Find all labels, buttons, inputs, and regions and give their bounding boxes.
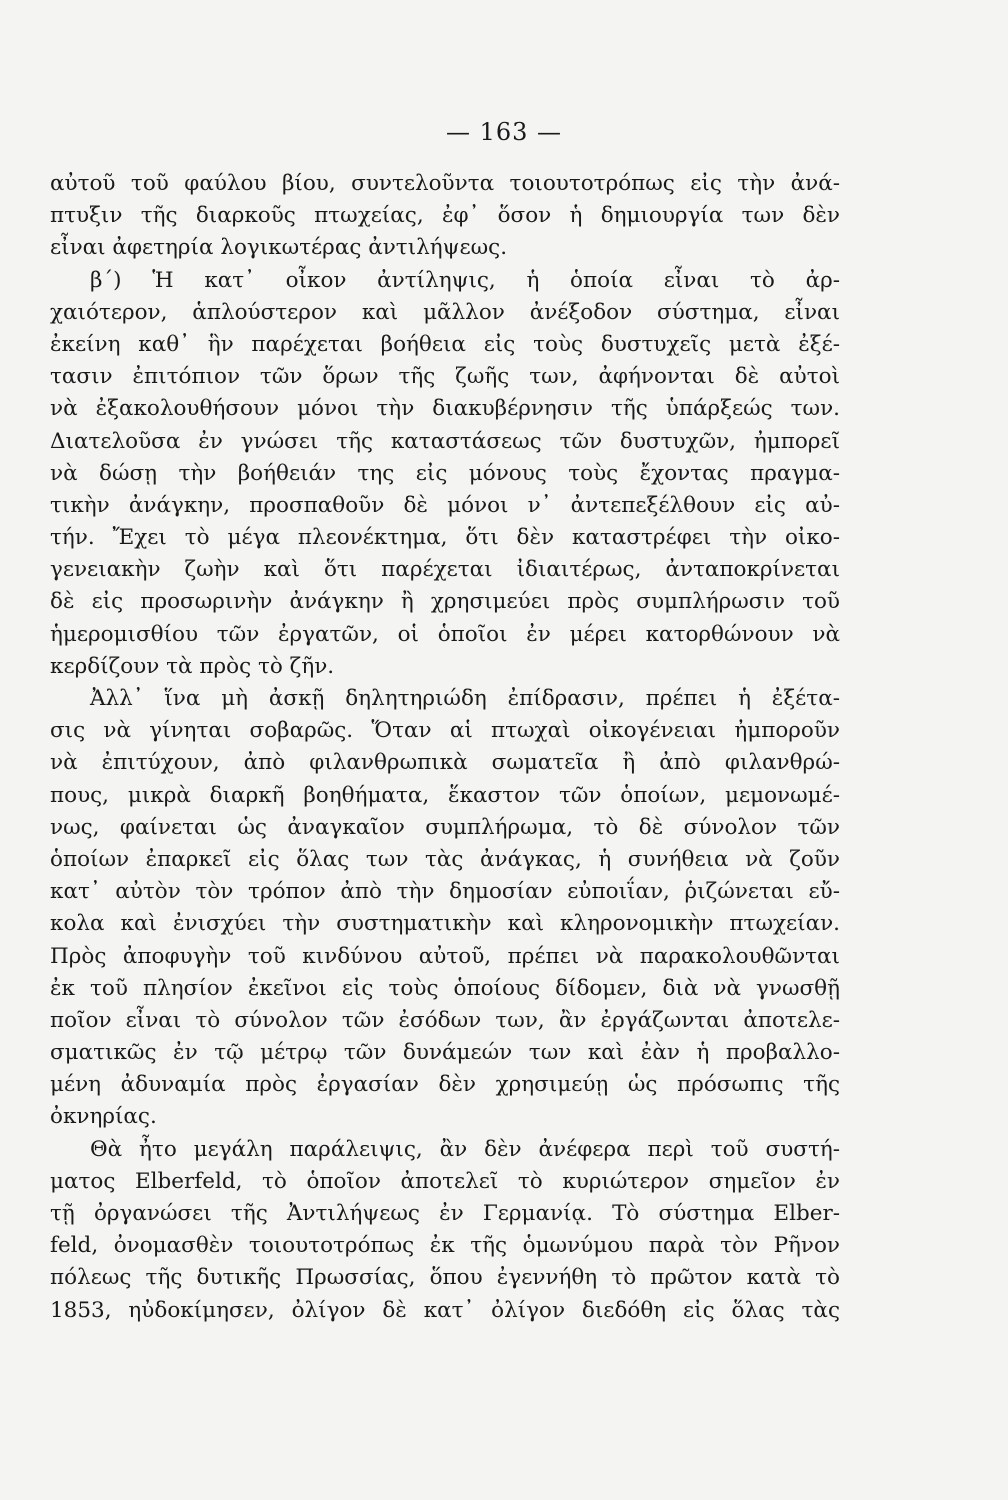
text-line: γενειακὴν ζωὴν καὶ ὅτι παρέχεται ἰδιαιτέρως, ἀνταποκρίνεται [50,557,840,583]
text-line: σις νὰ γίνηται σοβαρῶς. Ὅταν αἱ πτωχαὶ οἰκογένειαι ἠμποροῦν [50,718,840,744]
text-line: ὁποίων ἐπαρκεῖ εἰς ὅλας των τὰς ἀνάγκας, ἡ συνήθεια νὰ ζοῦν [50,846,840,872]
text-line: σματικῶς ἐν τῷ μέτρῳ τῶν δυνάμεών των καὶ ἐὰν ἡ προβαλλο- [50,1040,840,1066]
text-line: ὀκνηρίας. [50,1104,157,1130]
text-line: Διατελοῦσα ἐν γνώσει τῆς καταστάσεως τῶν δυστυχῶν, ἠμπορεῖ [50,428,840,454]
page-number: — 163 — [445,118,563,146]
text-line: κερδίζουν τὰ πρὸς τὸ ζῆν. [50,653,335,679]
text-line: νὰ ἐπιτύχουν, ἀπὸ φιλανθρωπικὰ σωματεῖα ἢ ἀπὸ φιλανθρώ- [50,750,840,776]
text-line: ἡμερομισθίου τῶν ἐργατῶν, οἱ ὁποῖοι ἐν μέρει κατορθώνουν νὰ [50,621,840,647]
text-line: εἶναι ἀφετηρία λογικωτέρας ἀντιλήψεως. [50,235,508,261]
text-line: ποῖον εἶναι τὸ σύνολον τῶν ἐσόδων των, ἂν ἐργάζωνται ἀποτελε- [50,1007,840,1033]
body-text [50,168,840,1327]
text-line: δὲ εἰς προσωρινὴν ἀνάγκην ἢ χρησιμεύει πρὸς συμπλήρωσιν τοῦ [50,589,840,615]
text-line: feld, ὀνομασθὲν τοιουτοτρόπως ἐκ τῆς ὁμωνύμου παρὰ τὸν Ρῆνον [50,1233,840,1259]
text-line: νὰ δώσῃ τὴν βοήθειάν της εἰς μόνους τοὺς ἔχοντας πραγμα- [50,460,840,486]
text-line: νως, φαίνεται ὡς ἀναγκαῖον συμπλήρωμα, τὸ δὲ σύνολον τῶν [50,814,840,840]
text-line: κολα καὶ ἐνισχύει τὴν συστηματικὴν καὶ κληρονομικὴν πτωχείαν. [50,911,840,937]
text-line: ματος Elberfeld, τὸ ὁποῖον ἀποτελεῖ τὸ κυριώτερον σημεῖον ἐν [50,1168,840,1194]
text-line: β´) Ἡ κατ᾽ οἶκον ἀντίληψις, ἡ ὁποία εἶναι τὸ ἀρ- [90,267,840,293]
text-line: νὰ ἐξακολουθήσουν μόνοι τὴν διακυβέρνησιν τῆς ὑπάρξεώς των. [50,396,840,422]
text-line: Πρὸς ἀποφυγὴν τοῦ κινδύνου αὐτοῦ, πρέπει νὰ παρακολουθῶνται [50,943,840,969]
text-line: τασιν ἐπιτόπιον τῶν ὅρων τῆς ζωῆς των, ἀφήνονται δὲ αὐτοὶ [50,364,840,390]
text-line: αὐτοῦ τοῦ φαύλου βίου, συντελοῦντα τοιουτοτρόπως εἰς τὴν ἀνά- [50,171,840,196]
text-line: Θὰ ἦτο μεγάλη παράλειψις, ἂν δὲν ἀνέφερα περὶ τοῦ συστή- [90,1136,840,1162]
text-line: χαιότερον, ἁπλούστερον καὶ μᾶλλον ἀνέξοδον σύστημα, εἶναι [50,299,840,325]
text-line: πους, μικρὰ διαρκῆ βοηθήματα, ἕκαστον τῶν ὁποίων, μεμονωμέ- [50,782,840,808]
text-line: τήν. Ἔχει τὸ μέγα πλεονέκτημα, ὅτι δὲν καταστρέφει τὴν οἰκο- [50,525,840,551]
text-line: κατ᾽ αὐτὸν τὸν τρόπον ἀπὸ τὴν δημοσίαν εὐποιΐαν, ῥιζώνεται εὔ- [50,879,840,905]
text-line: μένη ἀδυναμία πρὸς ἐργασίαν δὲν χρησιμεύῃ ὡς πρόσωπις τῆς [50,1072,840,1098]
text-line: 1853, ηὐδοκίμησεν, ὀλίγον δὲ κατ᾽ ὀλίγον διεδόθη εἰς ὅλας τὰς [50,1297,840,1323]
text-line: ἐκείνη καθ᾽ ἣν παρέχεται βοήθεια εἰς τοὺς δυστυχεῖς μετὰ ἐξέ- [50,331,840,357]
text-line: πτυξιν τῆς διαρκοῦς πτωχείας, ἐφ᾽ ὅσον ἡ δημιουργία των δὲν [50,203,840,229]
text-line: πόλεως τῆς δυτικῆς Πρωσσίας, ὅπου ἐγεννήθη τὸ πρῶτον κατὰ τὸ [50,1265,840,1291]
text-line: τικὴν ἀνάγκην, προσπαθοῦν δὲ μόνοι ν᾽ ἀντεπεξέλθουν εἰς αὐ- [50,492,840,518]
text-line: Ἀλλ᾽ ἵνα μὴ ἀσκῇ δηλητηριώδη ἐπίδρασιν, πρέπει ἡ ἐξέτα- [90,686,840,711]
text-line: τῇ ὀργανώσει τῆς Ἀντιλήψεως ἐν Γερμανίᾳ. Τὸ σύστημα Elber- [50,1201,840,1226]
text-line: ἐκ τοῦ πλησίον ἐκεῖνοι εἰς τοὺς ὁποίους δίδομεν, διὰ νὰ γνωσθῇ [50,975,840,1001]
